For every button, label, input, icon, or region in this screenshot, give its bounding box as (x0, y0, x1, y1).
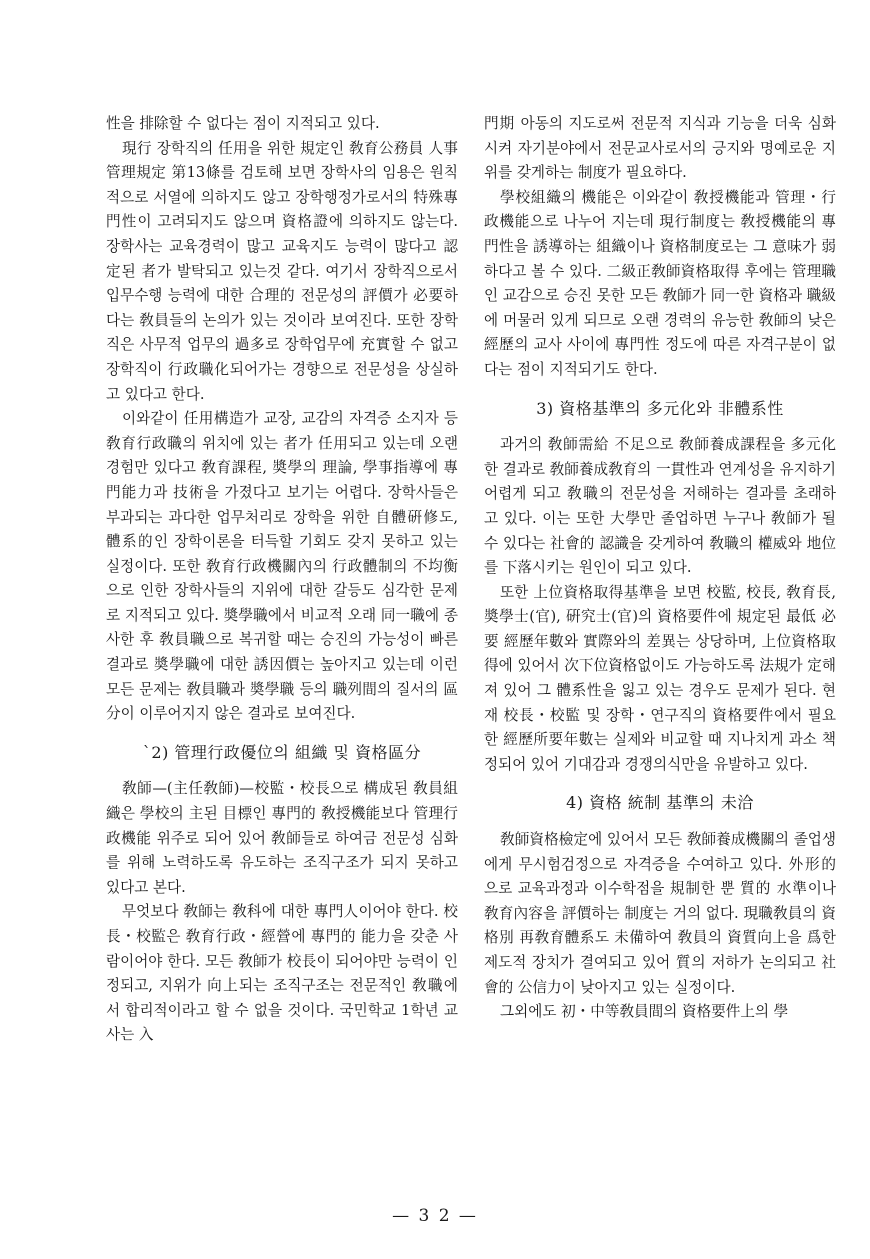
section-heading: 3) 資格基準의 多元化와 非體系性 (536, 398, 784, 418)
left-column (106, 112, 458, 1048)
paragraph: 敎師—(主任敎師)—校監・校長으로 構成된 敎員組織은 學校의 主된 目標인 專門的 敎授機能보다 管理行政機能 위주로 되어 있어 敎師들로 하여금 전문성 심화를 위해 노력하도록 유도하는 조직구조가 되지 못하고 있다고 본다. (106, 780, 458, 896)
paragraph: 그외에도 初・中等敎員間의 資格要件上의 學 (500, 1003, 789, 1021)
paragraph: 이와같이 任用構造가 교장, 교감의 자격증 소지자 등 敎育行政職의 위치에 있는 者가 任用되고 있는데 오랜 경험만 있다고 敎育課程, 奬學의 理論, 學事指導에 專門能力과 技術을 가졌다고 보기는 어렵다. 장학사들은 부과되는 과다한 업무처리로 장학을 위한 自體硏修도, 體系的인 장학이론을 터득할 기회도 갖지 못하고 있는 실정이다. 또한 敎育行政機關內의 行政體制의 不均衡으로 인한 장학사들의 지위에 대한 갈등도 심각한 문제로 지적되고 있다. 奬學職에서 비교적 오래 同一職에 종사한 후 敎員職으로 복귀할 때는 승진의 가능성이 빠른 결과로 奬學職에 대한 誘因價는 높아지고 있는데 이런 모든 문제는 敎員職과 奬學職 등의 職列間의 질서의 區分이 이루어지지 않은 결과로 보여진다. (106, 410, 458, 723)
paragraph: 現行 장학직의 任用을 위한 規定인 敎育公務員 人事管理規定 第13條를 검토해 보면 장학사의 임용은 원칙적으로 서열에 의하지도 않고 장학행정가로서의 特殊專門性이 고려되지도 않으며 資格證에 의하지도 않는다. 장학사는 교육경력이 많고 교육지도 능력이 많다고 認定된 者가 발탁되고 있는것 같다. 여기서 장학직으로서 입무수행 능력에 대한 合理的 전문성의 評價가 必要하다는 敎員들의 논의가 있는 것이라 보여진다. 또한 장학직은 사무적 업무의 過多로 장학업무에 充實할 수 없고 장학직이 行政職化되어가는 경향으로 전문성을 상실하고 있다고 한다. (106, 139, 458, 403)
paragraph: 敎師資格檢定에 있어서 모든 敎師養成機關의 졸업생에게 무시험검정으로 자격증을 수여하고 있다. 外形的으로 교육과정과 이수학점을 規制한 뿐 質的 水準이나 敎育內容을 評價하는 制度는 거의 없다. 現職敎員의 資格別 再敎育體系도 未備하여 敎員의 資質向上을 爲한 제도적 장치가 결여되고 있어 質의 저하가 논의되고 社會的 公信力이 낮아지고 있는 실정이다. (484, 831, 836, 996)
paragraph: 무엇보다 敎師는 敎科에 대한 專門人이어야 한다. 校長・校監은 敎育行政・經營에 專門的 能力을 갖춘 사람이어야 한다. 모든 敎師가 校長이 되어야만 능력이 인정되고, 지위가 向上되는 조직구조는 전문적인 敎職에서 합리적이라고 할 수 없을 것이다. 국민학교 1학년 교사는 入 (106, 903, 458, 1044)
section-heading: 4) 資格 統制 基準의 未洽 (566, 793, 754, 813)
paragraph: 또한 上位資格取得基準을 보면 校監, 校長, 敎育長, 奬學士(官), 硏究士(官)의 資格要件에 規定된 最低 必要 經歷年數와 實際와의 差異는 상당하며, 上位資格取得에 있어서 次下位資格없이도 가능하도록 法規가 定해져 있어 그 體系性을 잃고 있는 경우도 문제가 된다. 현재 校長・校監 및 장학・연구직의 資格要件에서 필요한 經歷所要年數는 실제와 비교할 때 지나치게 과소 책정되어 있어 기대감과 경쟁의식만을 유발하고 있다. (484, 583, 836, 773)
page-number: — 3 2 — (392, 1206, 478, 1226)
paragraph: 性을 排除할 수 없다는 점이 지적되고 있다. (106, 115, 380, 132)
right-column (484, 112, 836, 1025)
paragraph: 門期 아동의 지도로써 전문적 지식과 기능을 더욱 심화시켜 자기분야에서 전문교사로서의 긍지와 명예로운 지위를 갖게하는 制度가 필요하다. (484, 115, 836, 182)
paragraph: 과거의 敎師需給 不足으로 敎師養成課程을 多元化한 결과로 敎師養成敎育의 一貫性과 연계성을 유지하기 어렵게 되고 敎職의 전문성을 저해하는 결과를 초래하고 있다. 이는 또한 大學만 졸업하면 누구나 敎師가 될 수 있다는 社會的 認識을 갖게하여 敎職의 權威와 地位를 下落시키는 원인이 되고 있다. (484, 436, 836, 577)
paragraph: 學校組織의 機能은 이와같이 敎授機能과 管理・行政機能으로 나누어 지는데 現行制度는 敎授機能의 專門性을 誘導하는 組織이나 資格制度로는 그 意味가 弱하다고 볼 수 있다. 二級正敎師資格取得 후에는 管理職인 교감으로 승진 못한 모든 敎師가 同一한 資格과 職級에 머물러 있게 되므로 오랜 경력의 유능한 敎師의 낮은 經歷의 교사 사이에 專門性 정도에 따른 자격구분이 없다는 점이 지적되기도 한다. (484, 188, 836, 378)
section-heading: `2) 管理行政優位의 組織 및 資格區分 (142, 742, 422, 762)
